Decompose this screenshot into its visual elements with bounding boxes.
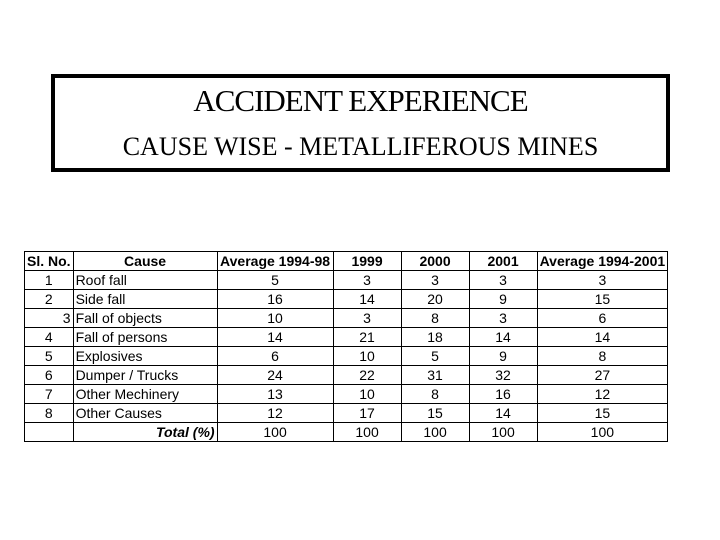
cell-2001: 16 — [469, 385, 537, 404]
total-average-1994-2001: 100 — [537, 423, 668, 442]
total-average-1994-98: 100 — [217, 423, 333, 442]
table-row — [25, 404, 668, 423]
table-row — [25, 347, 668, 366]
cell-cause: Fall of persons — [73, 328, 217, 347]
cell-average-1994-98: 6 — [217, 347, 333, 366]
cell-average-1994-98: 12 — [217, 404, 333, 423]
cell-2001: 32 — [469, 366, 537, 385]
cell-cause: Roof fall — [73, 271, 217, 290]
cell-average-1994-2001: 27 — [537, 366, 668, 385]
table-header-row — [25, 252, 668, 271]
cell-cause: Fall of objects — [73, 309, 217, 328]
cell-sl-no: 5 — [25, 347, 74, 366]
cell-sl-no: 4 — [25, 328, 74, 347]
cell-average-1994-2001: 3 — [537, 271, 668, 290]
cell-2001: 9 — [469, 347, 537, 366]
cell-cause: Dumper / Trucks — [73, 366, 217, 385]
cell-average-1994-98: 24 — [217, 366, 333, 385]
header-average-1994-98: Average 1994-98 — [217, 252, 333, 271]
cell-2000: 31 — [401, 366, 469, 385]
table-row — [25, 385, 668, 404]
cell-cause: Side fall — [73, 290, 217, 309]
header-2001: 2001 — [469, 252, 537, 271]
cell-2000: 8 — [401, 309, 469, 328]
cell-cause: Other Mechinery — [73, 385, 217, 404]
cell-2000: 5 — [401, 347, 469, 366]
cell-2000: 20 — [401, 290, 469, 309]
cell-cause: Explosives — [73, 347, 217, 366]
header-sl-no: Sl. No. — [25, 252, 74, 271]
cell-average-1994-2001: 12 — [537, 385, 668, 404]
cell-1999: 17 — [333, 404, 401, 423]
cell-2000: 3 — [401, 271, 469, 290]
cell-1999: 3 — [333, 309, 401, 328]
cell-sl-no: 7 — [25, 385, 74, 404]
cell-2001: 3 — [469, 271, 537, 290]
cell-2001: 14 — [469, 404, 537, 423]
cell-sl-no: 1 — [25, 271, 74, 290]
header-cause: Cause — [73, 252, 217, 271]
header-1999: 1999 — [333, 252, 401, 271]
cell-sl-no: 6 — [25, 366, 74, 385]
accident-cause-table — [24, 251, 668, 442]
cell-2000: 18 — [401, 328, 469, 347]
cell-average-1994-2001: 15 — [537, 404, 668, 423]
total-2000: 100 — [401, 423, 469, 442]
table-row — [25, 309, 668, 328]
title-box — [51, 74, 670, 172]
cell-average-1994-2001: 15 — [537, 290, 668, 309]
cell-1999: 3 — [333, 271, 401, 290]
cell-1999: 10 — [333, 385, 401, 404]
cell-average-1994-2001: 6 — [537, 309, 668, 328]
cell-sl-no-empty — [25, 423, 74, 442]
header-2000: 2000 — [401, 252, 469, 271]
table-row — [25, 328, 668, 347]
total-2001: 100 — [469, 423, 537, 442]
cell-sl-no: 3 — [25, 309, 74, 328]
cell-2000: 8 — [401, 385, 469, 404]
total-label: Total (%) — [73, 423, 217, 442]
cell-1999: 22 — [333, 366, 401, 385]
cell-sl-no: 8 — [25, 404, 74, 423]
table-row — [25, 271, 668, 290]
cell-average-1994-98: 10 — [217, 309, 333, 328]
cell-2001: 3 — [469, 309, 537, 328]
cell-average-1994-98: 13 — [217, 385, 333, 404]
cell-1999: 21 — [333, 328, 401, 347]
cell-1999: 14 — [333, 290, 401, 309]
cell-average-1994-98: 14 — [217, 328, 333, 347]
cell-cause: Other Causes — [73, 404, 217, 423]
cell-1999: 10 — [333, 347, 401, 366]
cell-average-1994-98: 16 — [217, 290, 333, 309]
total-row — [25, 423, 668, 442]
cell-2000: 15 — [401, 404, 469, 423]
cell-average-1994-2001: 14 — [537, 328, 668, 347]
cell-2001: 9 — [469, 290, 537, 309]
cell-average-1994-2001: 8 — [537, 347, 668, 366]
cell-sl-no: 2 — [25, 290, 74, 309]
page-subtitle: CAUSE WISE - METALLIFEROUS MINES — [122, 132, 599, 161]
cell-average-1994-98: 5 — [217, 271, 333, 290]
table-row — [25, 290, 668, 309]
page-title: ACCIDENT EXPERIENCE — [193, 83, 528, 118]
header-average-1994-2001: Average 1994-2001 — [537, 252, 668, 271]
table-row — [25, 366, 668, 385]
cell-2001: 14 — [469, 328, 537, 347]
total-1999: 100 — [333, 423, 401, 442]
